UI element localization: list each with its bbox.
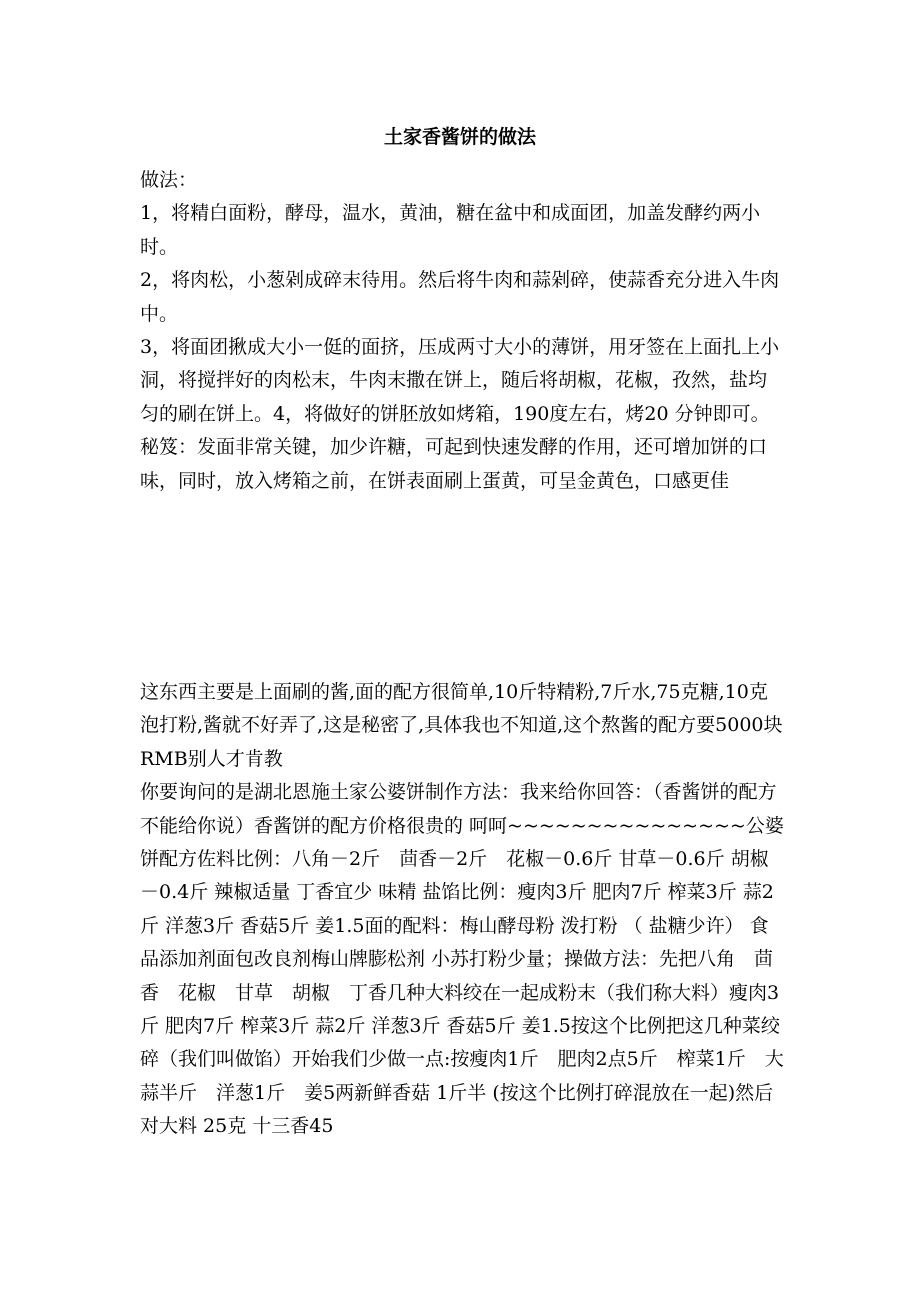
- gongpo-bing-paragraph: 你要询问的是湖北恩施土家公婆饼制作方法：我来给你回答：（香酱饼的配方不能给你说）香酱饼的配方价格很贵的 呵呵~~~~~~~~~~~~~~~公婆饼配方佐料比例：八角－2斤 茴香－2斤 花椒－0.6斤 甘草－0.6斤 胡椒－0.4斤 辣椒适量 丁香宜少 味精 盐馅比例：瘦肉3斤 肥肉7斤 榨菜3斤 蒜2斤 洋葱3斤 香菇5斤 姜1.5面的配料：梅山酵母粉 泼打粉 （ 盐糖少许） 食品添加剂面包改良剂梅山牌膨松剂 小苏打粉少量；操做方法：先把八角 茴香 花椒 甘草 胡椒 丁香几种大料绞在一起成粉末（我们称大料）瘦肉3斤 肥肉7斤 榨菜3斤 蒜2斤 洋葱3斤 香菇5斤 姜1.5按这个比例把这几种菜绞碎（我们叫做馅）开始我们少做一点:按瘦肉1斤 肥肉2点5斤 榨菜1斤 大蒜半斤 洋葱1斤 姜5两新鲜香菇 1斤半 (按这个比例打碎混放在一起)然后对大料 25克 十三香45: [140, 781, 784, 1138]
- recipe-section: [140, 164, 785, 498]
- document-title: 土家香酱饼的做法: [383, 126, 536, 148]
- notes-section: [140, 676, 785, 1144]
- sauce-note-paragraph: 这东西主要是上面刷的酱,面的配方很简单,10斤特精粉,7斤水,75克糖,10克泡打粉,酱就不好弄了,这是秘密了,具体我也不知道,这个熬酱的配方要5000块RMB别人才肯教: [140, 681, 783, 770]
- tip-paragraph: 秘笈：发面非常关键，加少许糖，可起到快速发酵的作用，还可增加饼的口味，同时，放入烤箱之前，在饼表面刷上蛋黄，可呈金黄色，口感更佳: [140, 436, 768, 492]
- method-heading: 做法：: [140, 169, 198, 191]
- step-2: 2，将肉松，小葱剁成碎末待用。然后将牛肉和蒜剁碎，使蒜香充分进入牛肉中。: [140, 269, 780, 325]
- step-3-4: 3，将面团揪成大小一侹的面挤，压成两寸大小的薄饼，用牙签在上面扎上小洞，将搅拌好的肉松末，牛肉末撒在饼上，随后将胡椒，花椒，孜然，盐均匀的刷在饼上。4，将做好的饼胚放如烤箱，190度左右，烤20 分钟即可。: [140, 336, 780, 425]
- step-1: 1，将精白面粉，酵母，温水，黄油，糖在盆中和成面团，加盖发酵约两小时。: [140, 202, 761, 258]
